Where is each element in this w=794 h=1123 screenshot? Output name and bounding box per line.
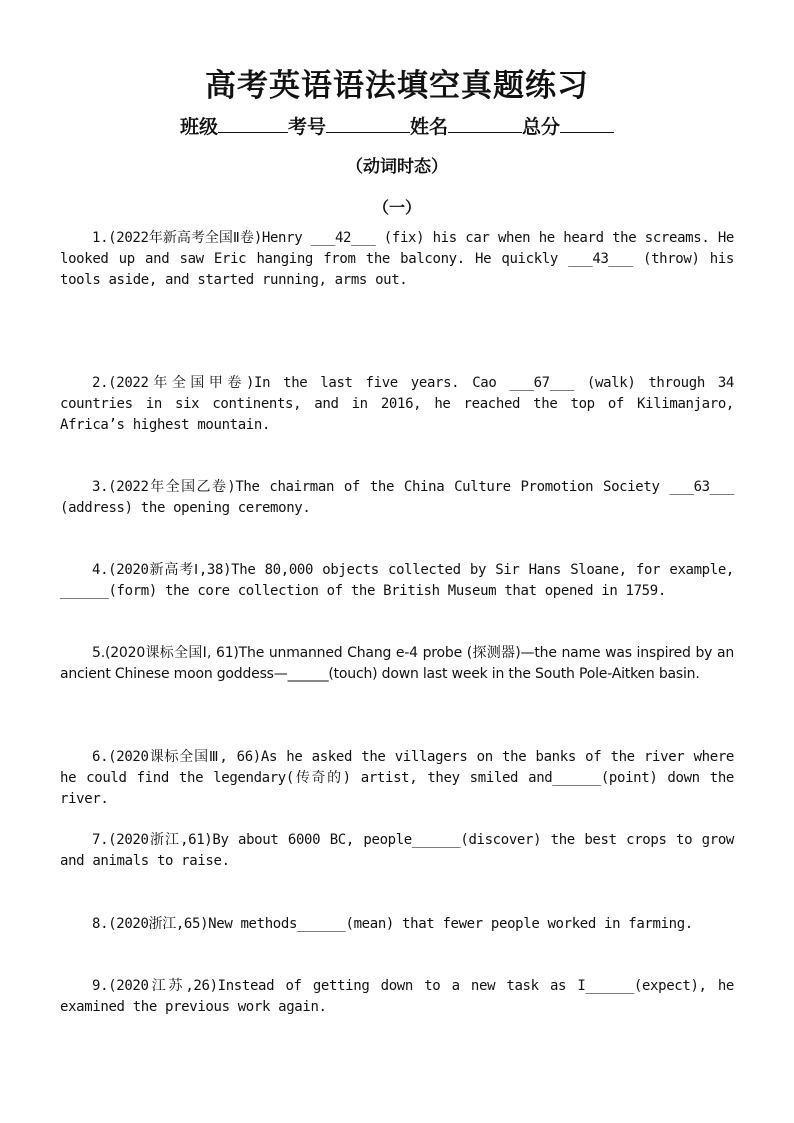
name-label: 姓名 — [410, 116, 449, 138]
student-info-line — [0, 112, 794, 139]
class-blank[interactable] — [218, 114, 288, 133]
question-2: 2.(2022年全国甲卷)In the last five years. Cao ___67___ (walk) through 34 countries in six continents, and in 2016, he reached the top of Kilimanjaro, Africa’s highest mountain. — [60, 375, 734, 433]
question-1: 1.(2022年新高考全国Ⅱ卷)Henry ___42___ (fix) his car when he heard the screams. He looked up and saw Eric hanging from the balcony. He quickly ___43___ (throw) his tools aside, and started running, arms out. — [60, 230, 734, 288]
section-heading: （一） — [372, 198, 421, 217]
question-3: 3.(2022年全国乙卷)The chairman of the China Culture Promotion Society ___63___ (address) the opening ceremony. — [60, 479, 734, 516]
class-label: 班级 — [179, 116, 218, 138]
score-blank[interactable] — [560, 114, 614, 133]
name-blank[interactable] — [448, 114, 522, 133]
question-7: 7.(2020浙江,61)By about 6000 BC, people______(discover) the best crops to grow and animals to raise. — [60, 832, 734, 869]
question-6: 6.(2020课标全国Ⅲ, 66)As he asked the villagers on the banks of the river where he could find the legendary(传奇的) artist, they smiled and______(point) down the river. — [60, 749, 734, 807]
page-title: 高考英语语法填空真题练习 — [205, 68, 589, 104]
question-4: 4.(2020新高考Ⅰ,38)The 80,000 objects collected by Sir Hans Sloane, for example, ______(form) the core collection of the British Museum that opened in 1759. — [60, 562, 734, 599]
question-5: 5.(2020课标全国Ⅰ, 61)The unmanned Chang e-4 probe (探测器)—the name was inspired by an ancient Chinese moon goddess—______(touch) down last week in the South Pole-Aitken basin. — [60, 645, 734, 682]
exam-number-blank[interactable] — [326, 114, 410, 133]
question-8: 8.(2020浙江,65)New methods______(mean) that fewer people worked in farming. — [92, 916, 693, 932]
topic-subtitle: （动词时态） — [346, 157, 448, 177]
exam-number-label: 考号 — [287, 116, 326, 138]
score-label: 总分 — [522, 116, 561, 138]
question-9: 9.(2020江苏,26)Instead of getting down to a new task as I______(expect), he examined the previous work again. — [60, 978, 734, 1015]
